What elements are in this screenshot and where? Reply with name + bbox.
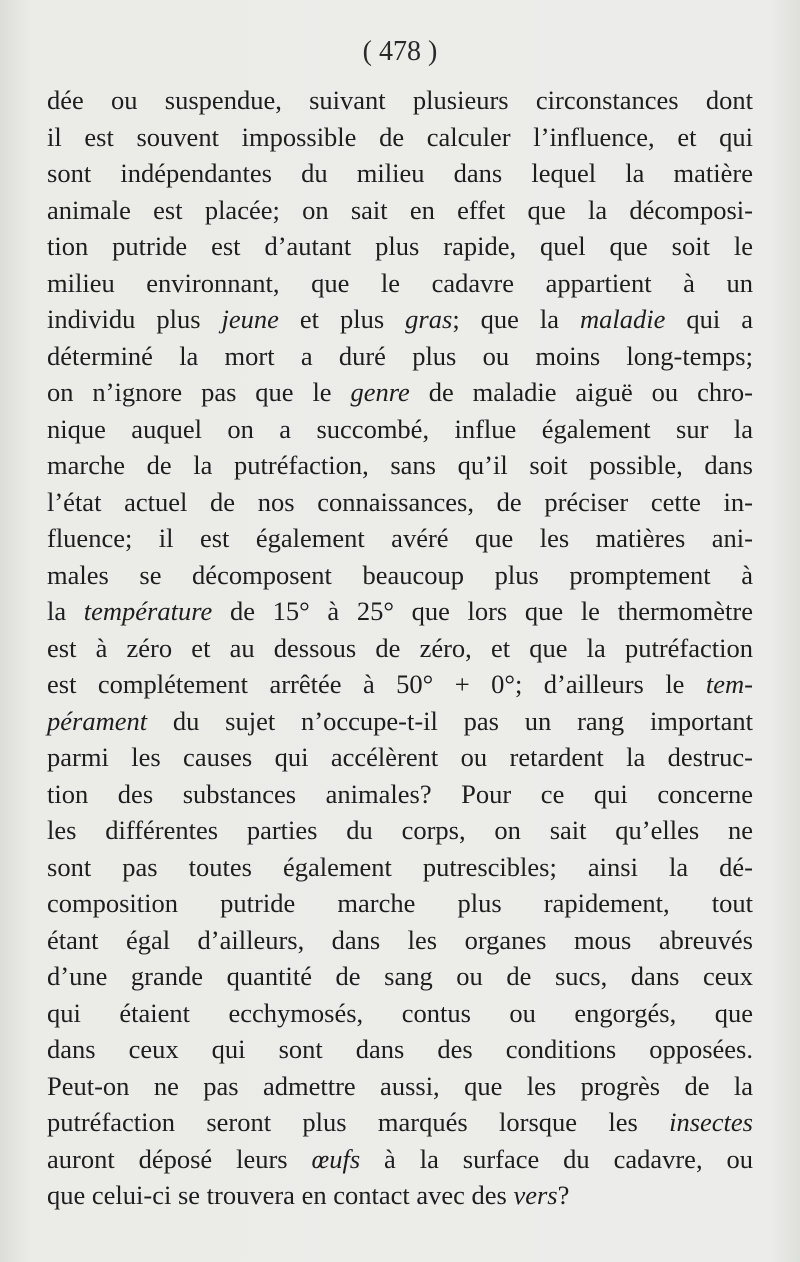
text-segment: fluence; il est également avéré que les matières ani-	[47, 523, 753, 553]
text-line	[47, 82, 753, 119]
text-line	[47, 739, 753, 776]
text-segment: est à zéro et au dessous de zéro, et que la putréfaction	[47, 632, 753, 663]
text-line	[47, 484, 753, 521]
text-segment: du sujet n’occupe-t-il pas un rang important	[147, 705, 753, 736]
text-segment: tion putride est d’autant plus rapide, quel que soit le	[47, 231, 753, 261]
text-line	[47, 228, 753, 265]
text-line	[47, 1141, 753, 1178]
text-segment: déterminé la mort a duré plus ou moins long-temps;	[47, 340, 753, 371]
text-segment: Peut-on ne pas admettre aussi, que les progrès de la	[47, 1070, 753, 1101]
text-segment: animale est placée; on sait en effet que la décomposi-	[47, 194, 753, 225]
text-segment: étant égal d’ailleurs, dans les organes mous abreuvés	[47, 924, 753, 955]
text-segment: composition putride marche plus rapidement, tout	[47, 888, 753, 918]
text-segment: ; que la	[452, 304, 581, 334]
text-segment: de maladie aiguë ou chro-	[409, 377, 753, 407]
text-segment: putréfaction seront plus marqués lorsque les	[47, 1107, 670, 1137]
italic-text: maladie	[580, 304, 666, 334]
text-line	[47, 922, 753, 959]
text-line	[47, 995, 753, 1032]
text-segment: la	[47, 596, 84, 626]
text-line	[47, 447, 753, 484]
text-line	[47, 301, 753, 338]
text-segment: males se décomposent beaucoup plus promptement à	[47, 559, 753, 590]
text-line	[47, 1068, 753, 1105]
text-segment: d’une grande quantité de sang ou de sucs, dans ceux	[47, 961, 753, 991]
text-segment: sont pas toutes également putrescibles; ainsi la dé-	[47, 851, 753, 882]
text-segment: milieu environnant, que le cadavre appartient à un	[47, 267, 753, 298]
text-line	[47, 155, 753, 192]
text-segment: tion des substances animales? Pour ce qui concerne	[47, 778, 753, 809]
text-line	[47, 338, 753, 375]
text-line	[47, 119, 753, 156]
text-segment: qui étaient ecchymosés, contus ou engorgés, que	[47, 997, 753, 1028]
text-line	[47, 374, 753, 411]
text-segment: nique auquel on a succombé, influe également sur la	[47, 413, 753, 444]
text-line	[47, 812, 753, 849]
text-line	[47, 958, 753, 995]
text-segment: marche de la putréfaction, sans qu’il soit possible, dans	[47, 450, 753, 480]
text-segment: de 15° à 25° que lors que le thermomètre	[212, 596, 753, 626]
text-line	[47, 1031, 753, 1068]
italic-text: tem-	[705, 669, 753, 699]
text-segment: sont indépendantes du milieu dans lequel la matière	[47, 158, 753, 188]
italic-text: température	[83, 596, 213, 626]
text-segment: dée ou suspendue, suivant plusieurs circonstances dont	[47, 85, 753, 115]
italic-text: insectes	[669, 1107, 753, 1137]
text-segment: est complétement arrêtée à 50° + 0°; d’ailleurs le	[47, 669, 706, 699]
text-segment: parmi les causes qui accélèrent ou retardent la destruc-	[47, 742, 753, 772]
text-line	[47, 849, 753, 886]
text-line	[47, 666, 753, 703]
text-line	[47, 885, 753, 922]
text-line	[47, 593, 753, 630]
text-segment: les différentes parties du corps, on sait qu’elles ne	[47, 815, 753, 845]
text-line	[47, 703, 753, 740]
text-segment: ?	[557, 1180, 570, 1210]
text-line	[47, 520, 753, 557]
text-segment: et plus	[278, 304, 406, 334]
text-line	[47, 192, 753, 229]
italic-text: jeune	[221, 304, 279, 334]
text-line	[47, 630, 753, 667]
text-segment: dans ceux qui sont dans des conditions opposées.	[47, 1034, 753, 1064]
italic-text: genre	[350, 377, 410, 407]
text-line	[47, 776, 753, 813]
text-line	[47, 1104, 753, 1141]
text-line	[47, 411, 753, 448]
text-line	[47, 557, 753, 594]
text-segment: que celui-ci se trouvera en contact avec des	[47, 1180, 514, 1210]
text-segment: on n’ignore pas que le	[47, 377, 351, 407]
text-segment: individu plus	[47, 304, 222, 334]
italic-text: gras	[405, 304, 453, 334]
italic-text: vers	[513, 1180, 558, 1210]
text-segment: qui a	[665, 304, 754, 334]
text-segment: il est souvent impossible de calculer l’influence, et qui	[47, 121, 753, 152]
page-number: ( 478 )	[362, 36, 438, 67]
italic-text: pérament	[47, 705, 148, 736]
text-segment: l’état actuel de nos connaissances, de préciser cette in-	[47, 486, 753, 517]
body-text	[47, 82, 753, 1214]
italic-text: œufs	[311, 1143, 361, 1174]
text-segment: à la surface du cadavre, ou	[360, 1143, 753, 1174]
text-line	[47, 1177, 753, 1214]
text-segment: auront déposé leurs	[47, 1143, 312, 1174]
text-line	[47, 265, 753, 302]
